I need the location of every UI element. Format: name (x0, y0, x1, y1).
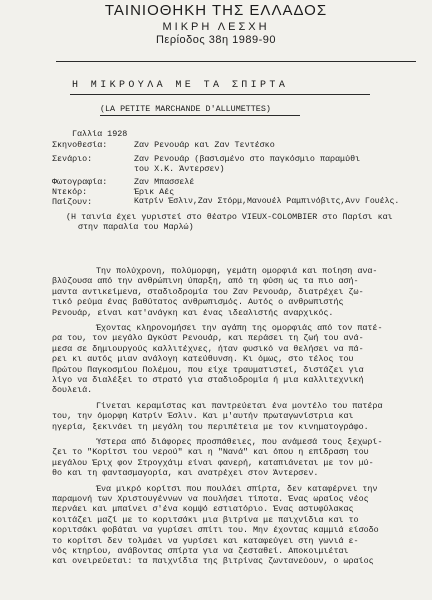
credit-label: Σκηνοθεσία: (52, 140, 108, 150)
header-rule (56, 61, 416, 62)
body-line: Ένα μικρό κορίτσι που πουλάει σπίρτα, δεν καταφέρνει την (96, 483, 378, 494)
note-line: στην παραλία του Μαρλώ) (78, 222, 194, 232)
club-name: ΜΙΚΡΗ ΛΕΣΧΗ (162, 21, 270, 33)
body-line: μαντα αντικείμενα, σταδιοδρομία του Ζαν Ρενουάρ, διατρέχει ζω- (52, 286, 364, 297)
body-line: ρει κι αυτός μιαν ανάλογη κατεύθυνση. Κι όμως, στο τέλος του (52, 354, 354, 365)
body-line: λίγο να διαλέξει το στρατό για σταδιοδρομία ή μια καλλιτεχνική (52, 375, 364, 385)
credit-value: Ζαν Ρενουάρ και Ζαν Τεντέσκο (134, 140, 275, 150)
body-line: ηγερία, ξεκινάει τη μεγάλη του περιπέτεια με τον κινηματογράφο. (52, 421, 369, 432)
body-line: μεγάλου Έριχ φον Στρογχάιμ είναι φανερή, καταπιάνεται με τον μύ- (52, 457, 374, 468)
credit-value: Ζαν Ρενουάρ (βασισμένο στο παγκόσμιο παραμύθι (134, 154, 361, 164)
credit-value: Ζαν Μπασσελέ (134, 177, 195, 187)
season: Περίοδος 38η 1989-90 (155, 34, 277, 46)
body-line: Πρώτου Παγκοσμίου Πολέμου, που είχε τραυματιστεί, διστάζει για (52, 364, 364, 375)
body-line: ζει το "Κορίτσι του νερού" και η "Νανά" και όπου η επίδραση του (52, 447, 369, 458)
credit-value: Κατρίν Έσλιν,Ζαν Στόρμ,Μανουέλ Ραμπινόβιτς,Ανν Γουέλς. (134, 197, 400, 206)
body-line: κοριτσάκι φοβάται να γυρίσει σπίτι του. Μην έχοντας καμμιά είσοδο (52, 525, 379, 536)
body-line: Έχοντας κληρονομήσει την αγάπη της ομορφιάς από τον πατέ- (96, 323, 383, 333)
body-line: κοιτάζει μαζί με το κοριτσάκι μια βιτρίνα με παιχνίδια και το (52, 514, 359, 525)
note-line: (Η ταινία έχει γυριστεί στο θέατρο VIEUX-COLOMBIER στο Παρίσι και (66, 212, 393, 222)
body-line: βλύζουσα από την ανθρώπινη ύπαρξη, από τη φύση ως τα πιο ασή- (52, 276, 359, 287)
body-line: τικό ρεύμα ένας βαθύτατος ανθρωπισμός. Αυτός ο ανθρωπιστής (52, 297, 344, 308)
film-title: Η ΜΙΚΡΟΥΛΑ ΜΕ ΤΑ ΣΠΙΡΤΑ (72, 80, 289, 91)
subtitle-underline (100, 115, 300, 116)
body-line: το κορίτσι δεν τολμάει να γυρίσει και καταφεύγει στη γωνιά ε- (52, 535, 359, 546)
body-line: και ονειρεύεται: τα παιχνίδια της βιτρίνας ζωντανεύουν, ο ωραίος (52, 556, 374, 567)
title-underline (70, 94, 370, 95)
credit-label: Παίζουν: (52, 197, 93, 207)
body-line: Την πολύχρονη, πολύμορφη, γεμάτη ομορφιά και ποίηση ανα- (96, 266, 378, 276)
body-line: Γίνεται κεραμίστας και παντρεύεται ένα μοντέλο του πατέρα (96, 400, 383, 411)
body-line: παραμονή των Χριστουγέννων να πουλήσει τίποτα. Ένας ωραίος νέος (52, 494, 369, 504)
credit-value: Έρικ Αές (134, 187, 175, 197)
country-year: Γαλλία 1928 (72, 129, 128, 139)
body-line: νός κτηρίου, ανάβοντας σπίρτα για να ζεσταθεί. Αποκοιμιέται (52, 546, 349, 556)
credit-label: Φωτογραφία: (52, 177, 108, 187)
body-line: Ρενουάρ, είναι κατ'ανάγκη και ένας ιδεαλιστής αναρχικός. (52, 307, 334, 318)
body-line: μεσα σε δημιουργούς καλλιτέχνες, ήταν φυσικό να θελήσει να πά- (52, 343, 364, 354)
body-line: ρα του, τον μεγάλο Ωγκύστ Ρενουάρ, και περάσει τη ζωή του ανά- (52, 333, 364, 344)
credit-label: Ντεκόρ: (52, 187, 88, 197)
body-line: του, την όμορφη Κατρίν Έσλιν. Και μ'αυτήν πρωταγωνίστρια και (52, 411, 354, 422)
credit-value: του Χ.Κ. Άντερσεν) (134, 164, 225, 174)
original-title: (LA PETITE MARCHANDE D'ALLUMETTES) (100, 104, 271, 114)
body-line: περνάει και μπαίνει σ'ένα κομψό εστιατόριο. Ένας αστυφύλακας (52, 504, 354, 515)
body-line: Ύστερα από διάφορες προσπάθειες, που ανάμεσά τους ξεχωρί- (96, 437, 383, 447)
archive-name: ΤΑΙΝΙΟΘΗΚΗ ΤΗΣ ΕΛΛΑΔΟΣ (104, 2, 328, 19)
body-line: θο και τη φαντασμαγορία, και ανατρέχει στον Άντερσεν. (52, 468, 319, 479)
body-line: δουλειά. (52, 385, 93, 396)
credit-label: Σενάριο: (52, 154, 93, 164)
